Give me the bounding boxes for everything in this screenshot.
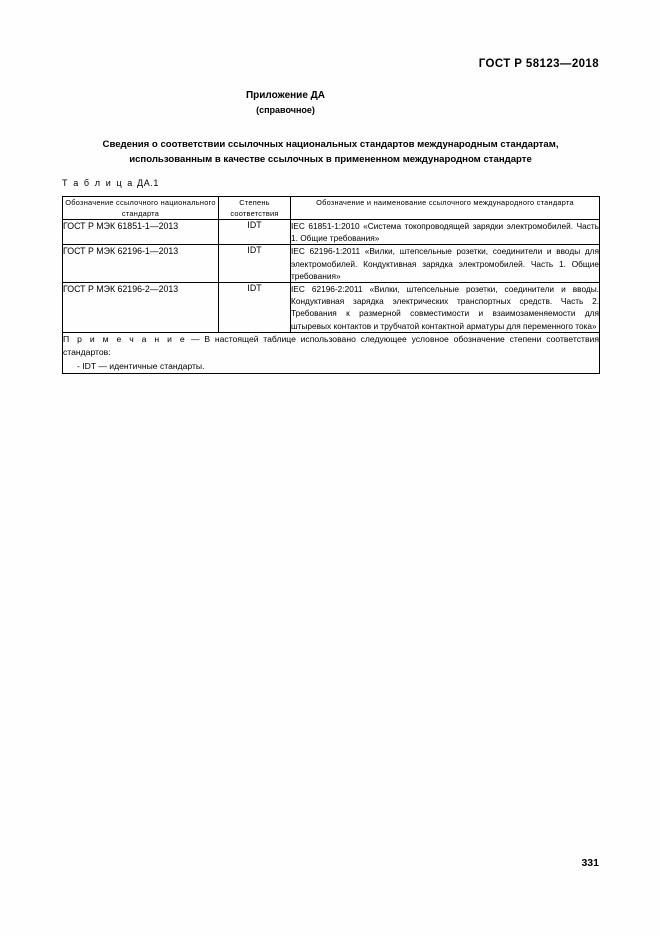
cell-national-standard: ГОСТ Р МЭК 62196-2—2013 — [63, 283, 219, 333]
annex-subtitle — [0, 105, 661, 115]
cell-international-standard: IEC 62196-1:2011 «Вилки, штепсельные розетки, соединители и вводы для электромобилей. Кондуктивная зарядка электромобилей. Часть 1. Общие требования» — [291, 246, 599, 281]
column-header-international: Обозначение и наименование ссылочного международного стандарта — [291, 197, 600, 220]
table-note — [63, 332, 600, 373]
cell-national-standard: ГОСТ Р МЭК 61851-1—2013 — [63, 220, 219, 245]
cell-degree: IDT — [219, 220, 291, 245]
cell-national-standard: ГОСТ Р МЭК 62196-1—2013 — [63, 245, 219, 283]
table-row — [63, 283, 600, 333]
cell-degree: IDT — [219, 245, 291, 283]
table-note-row — [63, 332, 600, 373]
note-text: В настоящей таблице использовано следующее условное обозначение степени соответствия стандартов: — [63, 333, 599, 357]
table-row — [63, 245, 600, 283]
cell-international-standard: IEC 62196-2:2011 «Вилки, штепсельные розетки, соединители и вводы. Кондуктивная зарядка электрических транспортных средств. Часть 2. Требования к размерной совместимости и взаимозаменяемости для штыревых контактов и трубчатой контактной арматуры для переменного тока» — [291, 284, 599, 331]
table-row — [63, 220, 600, 245]
column-header-national: Обозначение ссылочного национального стандарта — [63, 197, 219, 220]
page-number: 331 — [581, 857, 599, 869]
note-text-line2: - IDT — идентичные стандарты. — [77, 360, 205, 371]
page-title: Сведения о соответствии ссылочных национальных стандартов международным стандартам, использованным в качестве ссылочных в примененном международном стандарте — [102, 139, 559, 165]
table-caption — [62, 178, 159, 188]
standard-header: ГОСТ Р 58123—2018 — [478, 58, 599, 70]
table-header-row — [63, 197, 600, 220]
note-label: П р и м е ч а н и е — [63, 333, 187, 344]
table-caption-label: Т а б л и ц а — [62, 178, 134, 188]
column-header-degree: Степень соответствия — [219, 197, 291, 220]
note-dash: — — [191, 333, 200, 344]
cell-degree: IDT — [219, 283, 291, 333]
correspondence-table — [62, 196, 600, 374]
annex-title — [0, 90, 661, 101]
annex-subtitle-text: (справочное) — [256, 105, 315, 115]
annex-title-text: Приложение ДА — [245, 90, 326, 101]
table-caption-number: ДА.1 — [137, 178, 160, 188]
cell-international-standard: IEC 61851-1:2010 «Система токопроводящей зарядки электромобилей. Часть 1. Общие требования» — [291, 221, 599, 244]
